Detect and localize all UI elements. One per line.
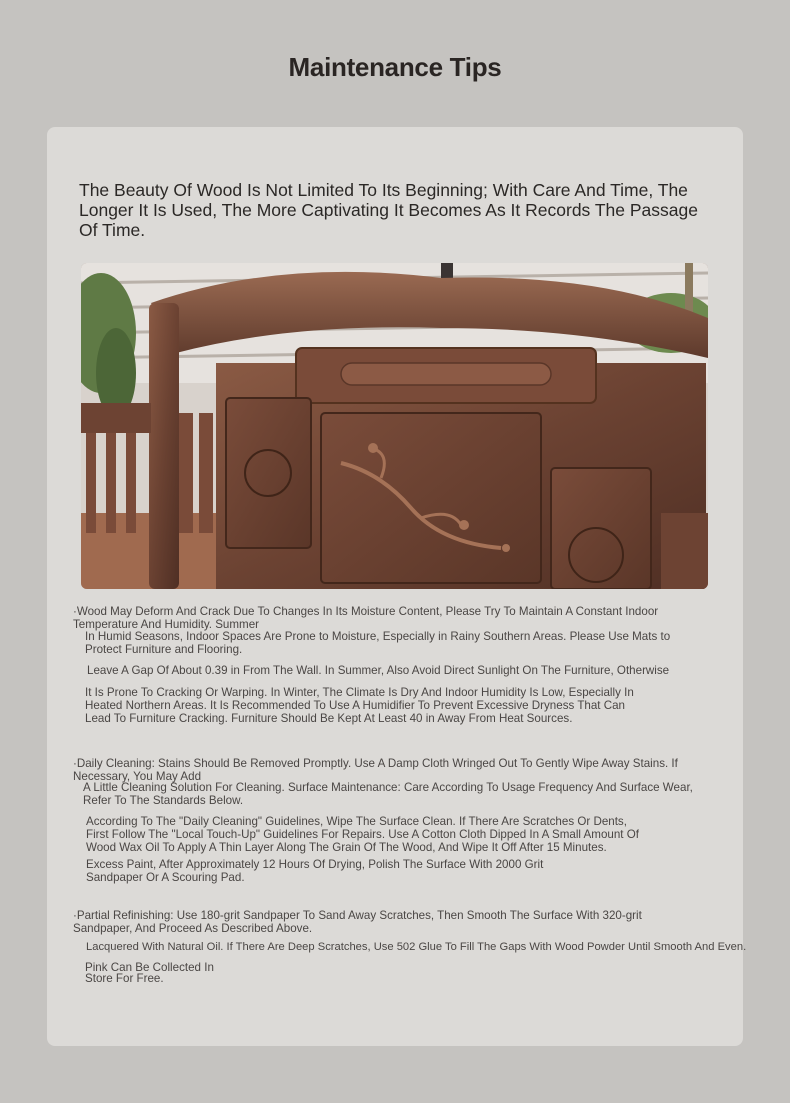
section2-line2: Necessary, You May Add: [73, 770, 202, 783]
section1-line7: Heated Northern Areas. It Is Recommended To Use A Humidifier To Prevent Excessive Dryness That Can: [85, 699, 626, 712]
section2-line4: Refer To The Standards Below.: [83, 794, 244, 807]
section2-line9: Sandpaper Or A Scouring Pad.: [86, 871, 245, 884]
sofa-photo: [81, 263, 708, 589]
intro-text: The Beauty Of Wood Is Not Limited To Its Beginning; With Care And Time, The Longer It Is Used, The More Captivating It Becomes As It Records The Passage Of Time.: [79, 180, 698, 240]
section2-line8: Excess Paint, After Approximately 12 Hours Of Drying, Polish The Surface With 2000 Grit: [86, 858, 544, 871]
section1-line5: Leave A Gap Of About 0.39 in From The Wall. In Summer, Also Avoid Direct Sunlight On The Furniture, Otherwise: [87, 664, 670, 677]
section2-line6: First Follow The "Local Touch-Up" Guidelines For Repairs. Use A Cotton Cloth Dipped In A Small Amount Of: [86, 828, 639, 841]
page-title: Maintenance Tips: [288, 52, 502, 82]
section1-line4: Protect Furniture and Flooring.: [85, 643, 243, 656]
section3-line3: Lacquered With Natural Oil. If There Are Deep Scratches, Use 502 Glue To Fill The Gaps With Wood Powder Until Smooth And Even.: [86, 941, 747, 953]
section2-line7: Wood Wax Oil To Apply A Thin Layer Along The Grain Of The Wood, And Wipe It Off After 15 Minutes.: [86, 841, 607, 854]
section3-line5: Store For Free.: [85, 972, 164, 985]
section1-line2: Temperature And Humidity. Summer: [73, 618, 259, 631]
section3-line1: ·Partial Refinishing: Use 180-grit Sandpaper To Sand Away Scratches, Then Smooth The Surface With 320-grit: [73, 909, 642, 922]
section2-line5: According To The "Daily Cleaning" Guidelines, Wipe The Surface Clean. If There Are Scratches Or Dents,: [86, 815, 627, 828]
section1-line3: In Humid Seasons, Indoor Spaces Are Prone to Moisture, Especially in Rainy Southern Areas. Please Use Mats to: [85, 630, 671, 643]
section1-line1: ·Wood May Deform And Crack Due To Changes In Its Moisture Content, Please Try To Maintain A Constant Indoor: [73, 605, 659, 618]
maintenance-card: [47, 127, 747, 1046]
section3-line4: Pink Can Be Collected In: [85, 961, 214, 974]
section1-line8: Lead To Furniture Cracking. Furniture Should Be Kept At Least 40 in Away From Heat Sources.: [85, 712, 573, 725]
section1-line6: It Is Prone To Cracking Or Warping. In Winter, The Climate Is Dry And Indoor Humidity Is Low, Especially In: [85, 686, 634, 699]
section2-line1: ·Daily Cleaning: Stains Should Be Removed Promptly. Use A Damp Cloth Wringed Out To Gently Wipe Away Stains. If: [73, 757, 678, 770]
section3-line2: Sandpaper, And Proceed As Described Above.: [73, 922, 313, 935]
section2-line3: A Little Cleaning Solution For Cleaning. Surface Maintenance: Care According To Usage Frequency And Surface Wear,: [83, 781, 693, 794]
sofa-illustration: [81, 263, 708, 589]
